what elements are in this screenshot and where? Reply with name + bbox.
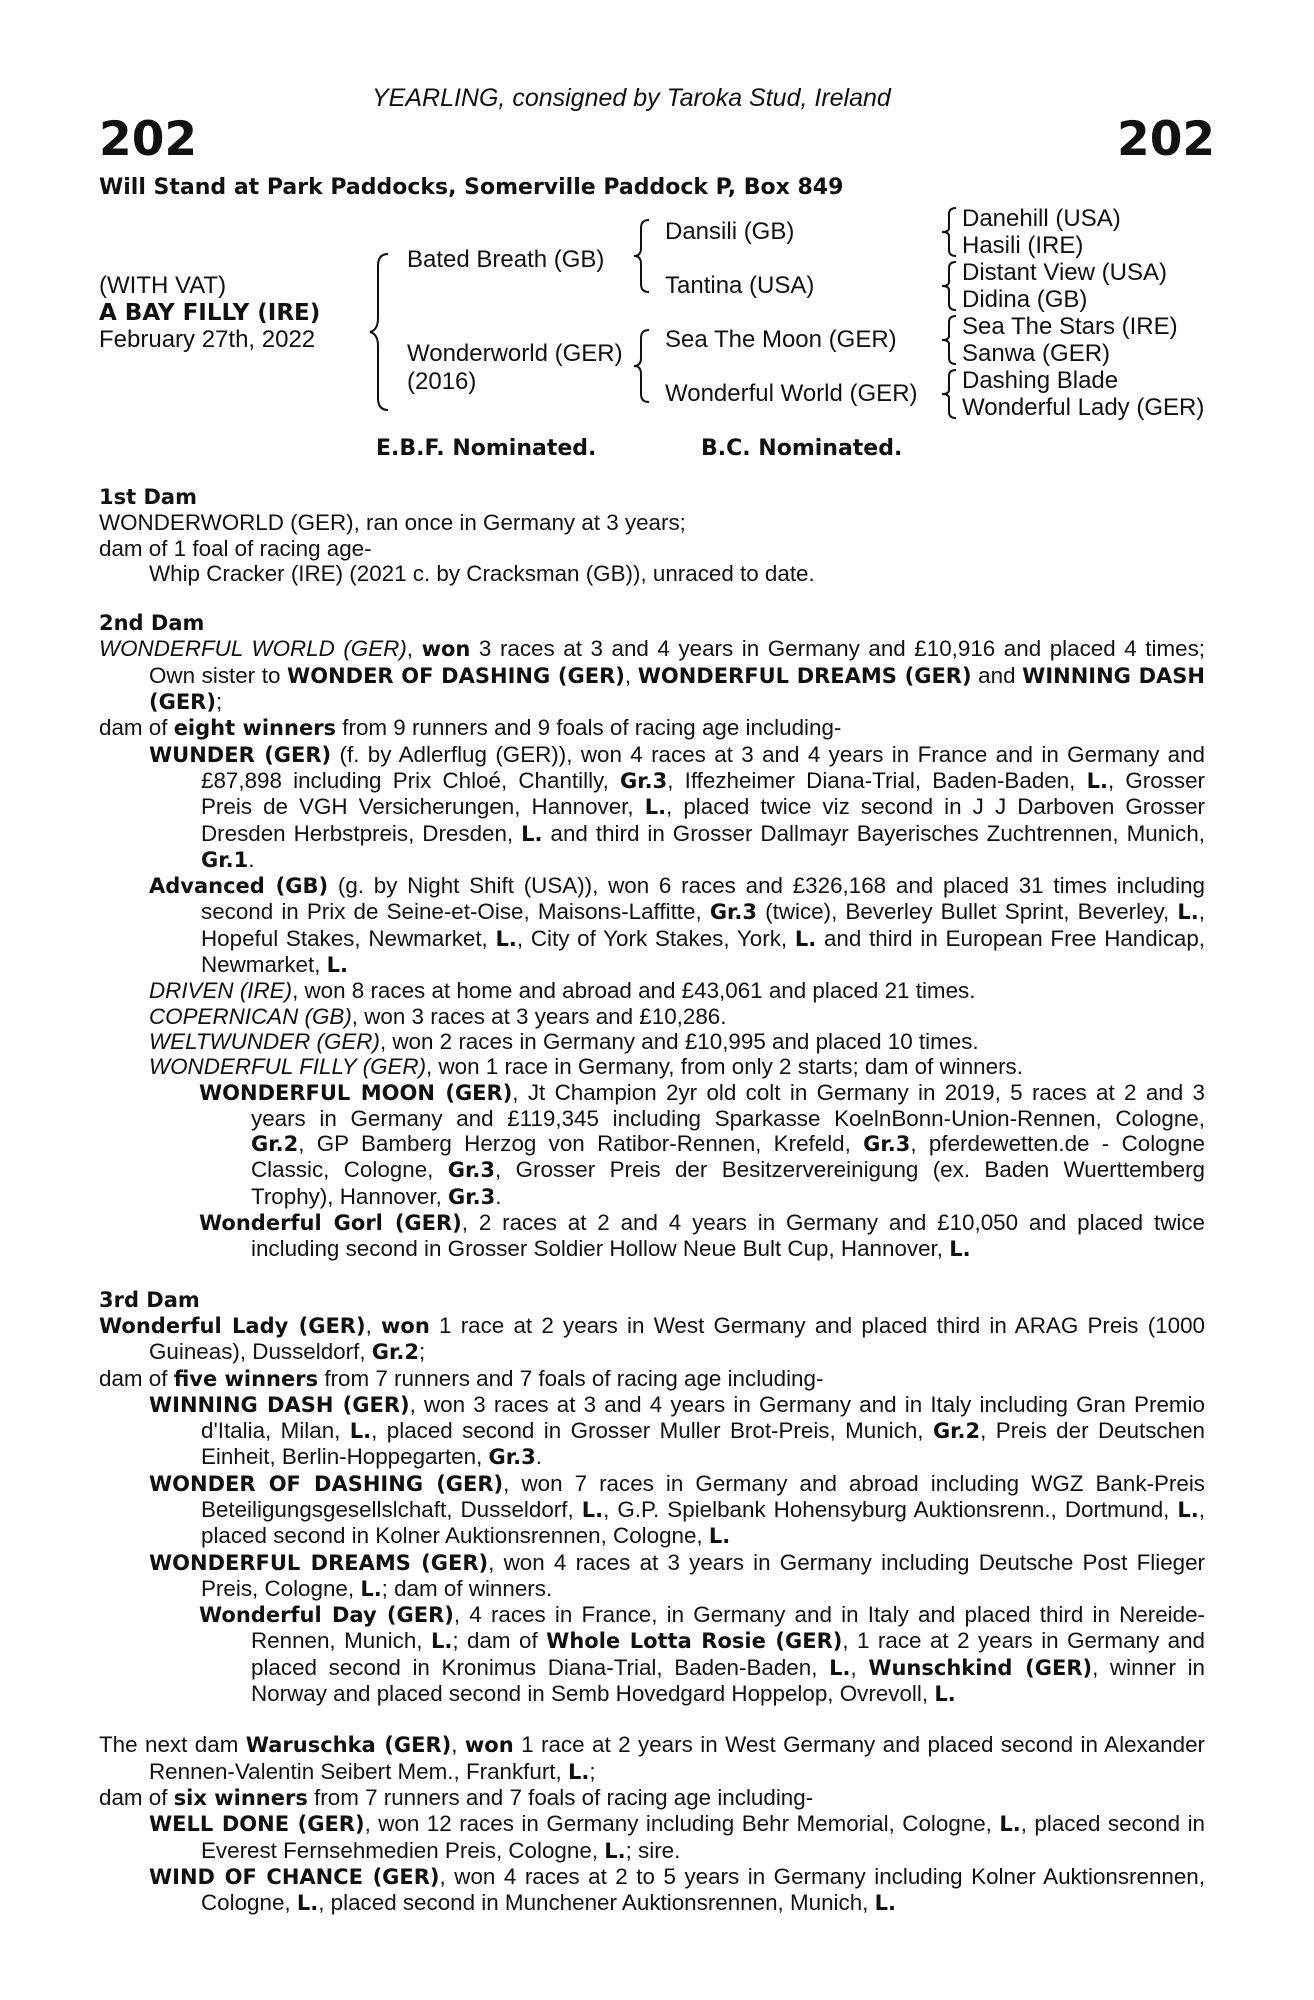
grandproduce-entry: Wonderful Day (GER), 4 races in France, in Germany and in Italy and placed third in Nereide-Rennen, Munich, L.; dam of Whole Lotta Rosie (GER), 1 race at 2 years in Germany and placed second in Kronimus Diana-Trial, Baden-Baden, L., Wunschkind (GER), winner in Norway and placed second in Semb Hovedgard Hoppelop, Ovrevoll, L. xyxy=(199,1602,1205,1707)
ancestor-dss: Sea The Stars (IRE) xyxy=(962,313,1178,340)
section-heading: 2nd Dam xyxy=(99,611,205,636)
produce-entry: DRIVEN (IRE), won 8 races at home and abroad and £43,061 and placed 21 times. xyxy=(149,978,976,1004)
dam-year: (2016) xyxy=(407,368,477,395)
horse-name: A BAY FILLY (IRE) xyxy=(99,300,321,326)
pedigree-bracket-main xyxy=(368,252,392,412)
dam-summary: WONDERWORLD (GER), ran once in Germany at 3 years; xyxy=(99,510,686,536)
vat-note: (WITH VAT) xyxy=(99,272,227,299)
next-dam-section xyxy=(99,1732,1205,1916)
dam-of-line: dam of five winners from 7 runners and 7 foals of racing age including- xyxy=(99,1365,824,1391)
ancestor-sds: Distant View (USA) xyxy=(962,259,1167,286)
section-heading: 1st Dam xyxy=(99,485,197,509)
pedigree-bracket-g1 xyxy=(940,206,958,258)
lot-number-right: 202 xyxy=(1117,112,1216,167)
ancestor-dsd: Sanwa (GER) xyxy=(962,340,1111,367)
stand-location: Will Stand at Park Paddocks, Somerville Paddock P, Box 849 xyxy=(99,175,844,200)
first-dam-section xyxy=(99,485,1205,586)
produce-entry: WUNDER (GER) (f. by Adlerflug (GER)), won 4 races at 3 and 4 years in France and in Germany and £87,898 including Prix Chloé, Chantilly, Gr.3, Iffezheimer Diana-Trial, Baden-Baden, L., Grosser Preis de VGH Versicherungen, Hannover, L., placed twice viz second in J J Darboven Grosser Dresden Herbstpreis, Dresden, L. and third in Grosser Dallmayr Bayerisches Zuchtrennen, Munich, Gr.1. xyxy=(149,741,1205,872)
dam-of-line: dam of 1 foal of racing age- xyxy=(99,535,372,561)
ancestor-ssd: Hasili (IRE) xyxy=(962,232,1084,259)
produce-entry: COPERNICAN (GB), won 3 races at 3 years and £10,286. xyxy=(149,1003,727,1029)
ancestor-sss: Danehill (USA) xyxy=(962,205,1121,232)
ancestor-dds: Dashing Blade xyxy=(962,367,1119,394)
dam-summary: Wonderful Lady (GER), won 1 race at 2 years in West Germany and placed third in ARAG Preis (1000 Guineas), Dusseldorf, Gr.2; xyxy=(99,1312,1205,1365)
second-dam-section xyxy=(99,611,1205,1262)
produce-entry: WIND OF CHANCE (GER), won 4 races at 2 to 5 years in Germany including Kolner Auktionsrennen, Cologne, L., placed second in Munchener Auktionsrennen, Munich, L. xyxy=(149,1863,1205,1916)
produce-entry: Advanced (GB) (g. by Night Shift (USA)), won 6 races and £326,168 and placed 31 times including second in Prix de Seine-et-Oise, Maisons-Laffitte, Gr.3 (twice), Beverley Bullet Sprint, Beverley, L., Hopeful Stakes, Newmarket, L., City of York Stakes, York, L. and third in European Free Handicap, Newmarket, L. xyxy=(149,873,1206,978)
produce-entry: WINNING DASH (GER), won 3 races at 3 and 4 years in Germany and in Italy including Gran Premio d'Italia, Milan, L., placed second in Grosser Muller Brot-Preis, Munich, Gr.2, Preis der Deutschen Einheit, Berlin-Hoppegarten, Gr.3. xyxy=(149,1391,1205,1470)
ancestor-ddd: Wonderful Lady (GER) xyxy=(962,394,1205,421)
section-heading: 3rd Dam xyxy=(99,1287,200,1312)
dam-summary: WONDERFUL WORLD (GER), won 3 races at 3 and 4 years in Germany and £10,916 and placed 4 times; Own sister to WONDER OF DASHING (GER), WONDERFUL DREAMS (GER) and WINNING DASH (GER); xyxy=(99,636,1206,715)
grandproduce-entry: WONDERFUL MOON (GER), Jt Champion 2yr old colt in Germany in 2019, 5 races at 2 and 3 years in Germany and £119,345 including Sparkasse KoelnBonn-Union-Rennen, Cologne, Gr.2, GP Bamberg Herzog von Ratibor-Rennen, Krefeld, Gr.3, pferdewetten.de - Cologne Classic, Cologne, Gr.3, Grosser Preis der Besitzervereinigung (ex. Baden Wuerttemberg Trophy), Hannover, Gr.3. xyxy=(199,1079,1205,1209)
catalogue-body xyxy=(99,485,1205,1916)
ebf-nomination: E.B.F. Nominated. xyxy=(376,436,597,461)
sire-dam: Tantina (USA) xyxy=(665,272,815,299)
pedigree-bracket-sire xyxy=(632,218,652,294)
lot-number-left: 202 xyxy=(99,112,198,167)
bc-nomination: B.C. Nominated. xyxy=(701,436,903,461)
produce-entry: WONDER OF DASHING (GER), won 7 races in Germany and abroad including WGZ Bank-Preis Beteiligungsgesellslchaft, Dusseldorf, L., G.P. Spielbank Hohensyburg Auktionsrenn., Dortmund, L., placed second in Kolner Auktionsrennen, Cologne, L. xyxy=(149,1470,1205,1549)
produce-entry: Whip Cracker (IRE) (2021 c. by Cracksman (GB)), unraced to date. xyxy=(149,560,815,586)
dam-name: Wonderworld (GER) xyxy=(407,340,623,367)
produce-entry: WELTWUNDER (GER), won 2 races in Germany and £10,995 and placed 10 times. xyxy=(149,1028,979,1054)
dam-of-line: dam of eight winners from 9 runners and 9 foals of racing age including- xyxy=(99,715,842,741)
produce-entry: WONDERFUL DREAMS (GER), won 4 races at 3 years in Germany including Deutsche Post Flieger Preis, Cologne, L.; dam of winners. xyxy=(149,1549,1206,1601)
dam-of-line: dam of six winners from 7 runners and 7 foals of racing age including- xyxy=(99,1784,814,1810)
third-dam-section xyxy=(99,1288,1205,1708)
dam-name: WONDERFUL WORLD (GER) xyxy=(99,636,407,662)
pedigree-bracket-g2 xyxy=(940,260,958,312)
dam-dam: Wonderful World (GER) xyxy=(665,380,918,407)
pedigree-bracket-dam xyxy=(632,328,652,404)
ancestor-sdd: Didina (GB) xyxy=(962,286,1088,313)
produce-entry: WONDERFUL FILLY (GER), won 1 race in Germany, from only 2 starts; dam of winners. xyxy=(149,1054,1023,1080)
pedigree-bracket-g4 xyxy=(940,368,958,420)
dam-sire: Sea The Moon (GER) xyxy=(665,326,897,353)
sire-name: Bated Breath (GB) xyxy=(407,246,605,273)
grandproduce-entry: Wonderful Gorl (GER), 2 races at 2 and 4 years in Germany and £10,050 and placed twice including second in Grosser Soldier Hollow Neue Bult Cup, Hannover, L. xyxy=(199,1210,1205,1262)
catalogue-subtitle: YEARLING, consigned by Taroka Stud, Ireland xyxy=(372,84,891,112)
produce-entry: WELL DONE (GER), won 12 races in Germany including Behr Memorial, Cologne, L., placed second in Everest Fernsehmedien Preis, Cologne, L.; sire. xyxy=(149,1811,1205,1863)
dam-summary: The next dam Waruschka (GER), won 1 race at 2 years in West Germany and placed second in Alexander Rennen-Valentin Seibert Mem., Frankfurt, L.; xyxy=(99,1732,1205,1784)
foaling-date: February 27th, 2022 xyxy=(99,326,316,353)
sire-sire: Dansili (GB) xyxy=(665,218,795,245)
pedigree-bracket-g3 xyxy=(940,314,958,366)
